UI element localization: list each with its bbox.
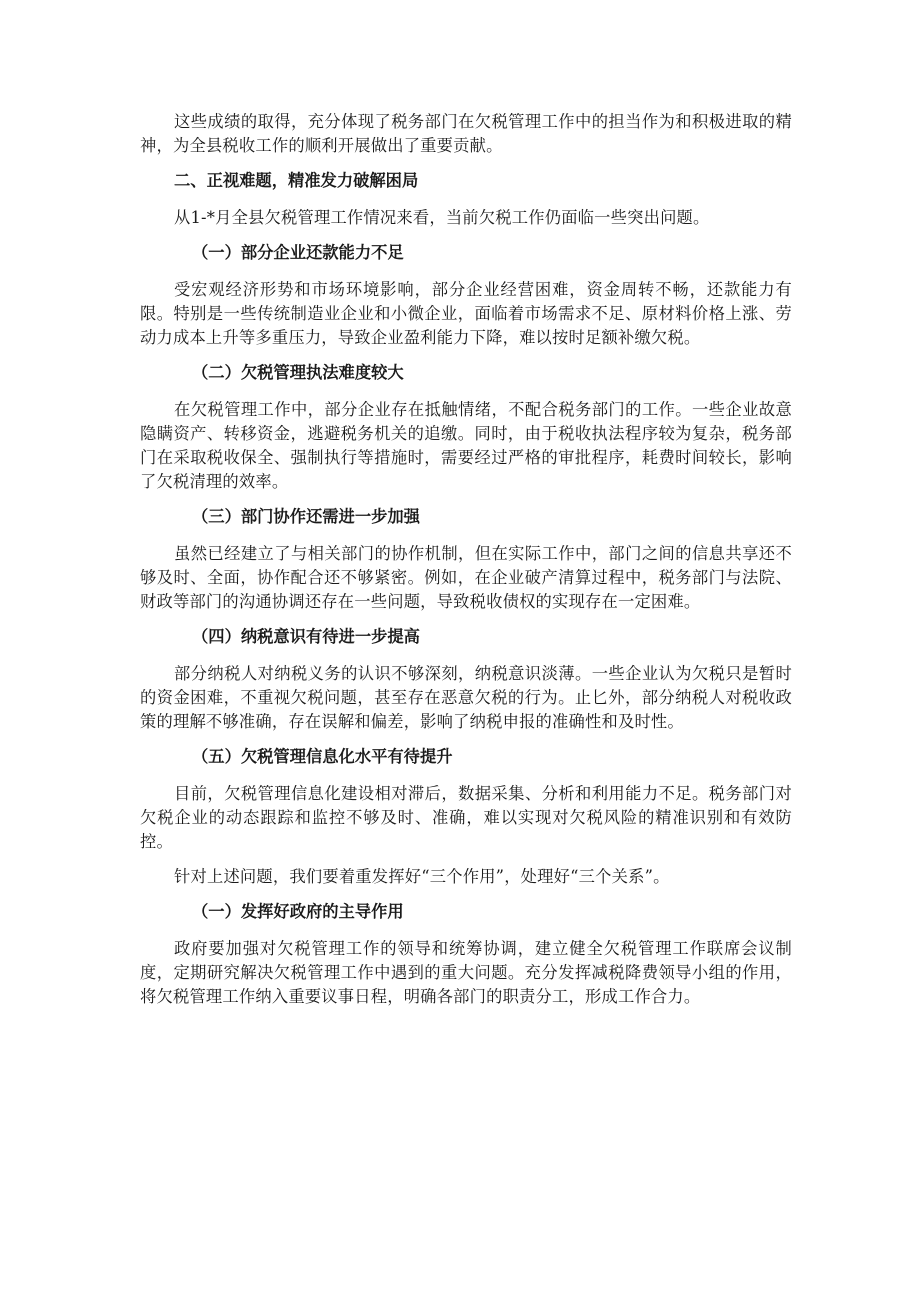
paragraph-repayment: 受宏观经济形势和市场环境影响，部分企业经营困难，资金周转不畅，还款能力有限。特别是一些传统制造业企业和小微企业，面临着市场需求不足、原材料价格上涨、劳动力成本上升等多重压力，导致企业盈利能力下降，难以按时足额补缴欠税。 <box>140 280 792 347</box>
subheading-2: （二）欠税管理执法难度较大 <box>192 363 404 382</box>
paragraph-awareness: 部分纳税人对纳税义务的认识不够深刻，纳税意识淡薄。一些企业认为欠税只是暂时的资金困难，不重视欠税问题，甚至存在恶意欠税的行为。止匕外，部分纳税人对税收政策的理解不够准确，存在误解和偏差，影响了纳税申报的准确性和及时性。 <box>140 664 792 731</box>
subheading-government-role: （一）发挥好政府的主导作用 <box>192 902 404 921</box>
subheading-5: （五）欠税管理信息化水平有待提升 <box>192 747 453 766</box>
section-heading-2: 二、正视难题，精准发力破解困局 <box>174 171 419 190</box>
paragraph-three-roles: 针对上述问题，我们要着重发挥好“三个作用”，处理好“三个关系”。 <box>174 867 670 886</box>
paragraph-cooperation: 虽然已经建立了与相关部门的协作机制，但在实际工作中，部门之间的信息共享还不够及时、全面，协作配合还不够紧密。例如，在企业破产清算过程中，税务部门与法院、财政等部门的沟通协调还存在一些问题，导致税收债权的实现存在一定困难。 <box>140 544 792 611</box>
subheading-4: （四）纳税意识有待进一步提高 <box>192 627 420 646</box>
paragraph-overview: 从1-*月全县欠税管理工作情况来看，当前欠税工作仍面临一些突出问题。 <box>174 208 710 227</box>
document-body <box>140 110 792 1020</box>
paragraph-achievements: 这些成绩的取得，充分体现了税务部门在欠税管理工作中的担当作为和积极进取的精神，为全县税收工作的顺利开展做出了重要贡献。 <box>140 112 792 155</box>
subheading-1: （一）部分企业还款能力不足 <box>192 243 404 262</box>
paragraph-government: 政府要加强对欠税管理工作的领导和统筹协调，建立健全欠税管理工作联席会议制度，定期研究解决欠税管理工作中遇到的重大问题。充分发挥减税降费领导小组的作用，将欠税管理工作纳入重要议事日程，明确各部门的职责分工，形成工作合力。 <box>140 939 792 1006</box>
subheading-3: （三）部门协作还需进一步加强 <box>192 507 420 526</box>
paragraph-informatization: 目前，欠税管理信息化建设相对滞后，数据采集、分析和利用能力不足。税务部门对欠税企业的动态跟踪和监控不够及时、准确，难以实现对欠税风险的精准识别和有效防控。 <box>140 784 792 851</box>
paragraph-enforcement: 在欠税管理工作中，部分企业存在抵触情绪，不配合税务部门的工作。一些企业故意隐瞒资产、转移资金，逃避税务机关的追缴。同时，由于税收执法程序较为复杂，税务部门在采取税收保全、强制执行等措施时，需要经过严格的审批程序，耗费时间较长，影响了欠税清理的效率。 <box>140 400 792 491</box>
